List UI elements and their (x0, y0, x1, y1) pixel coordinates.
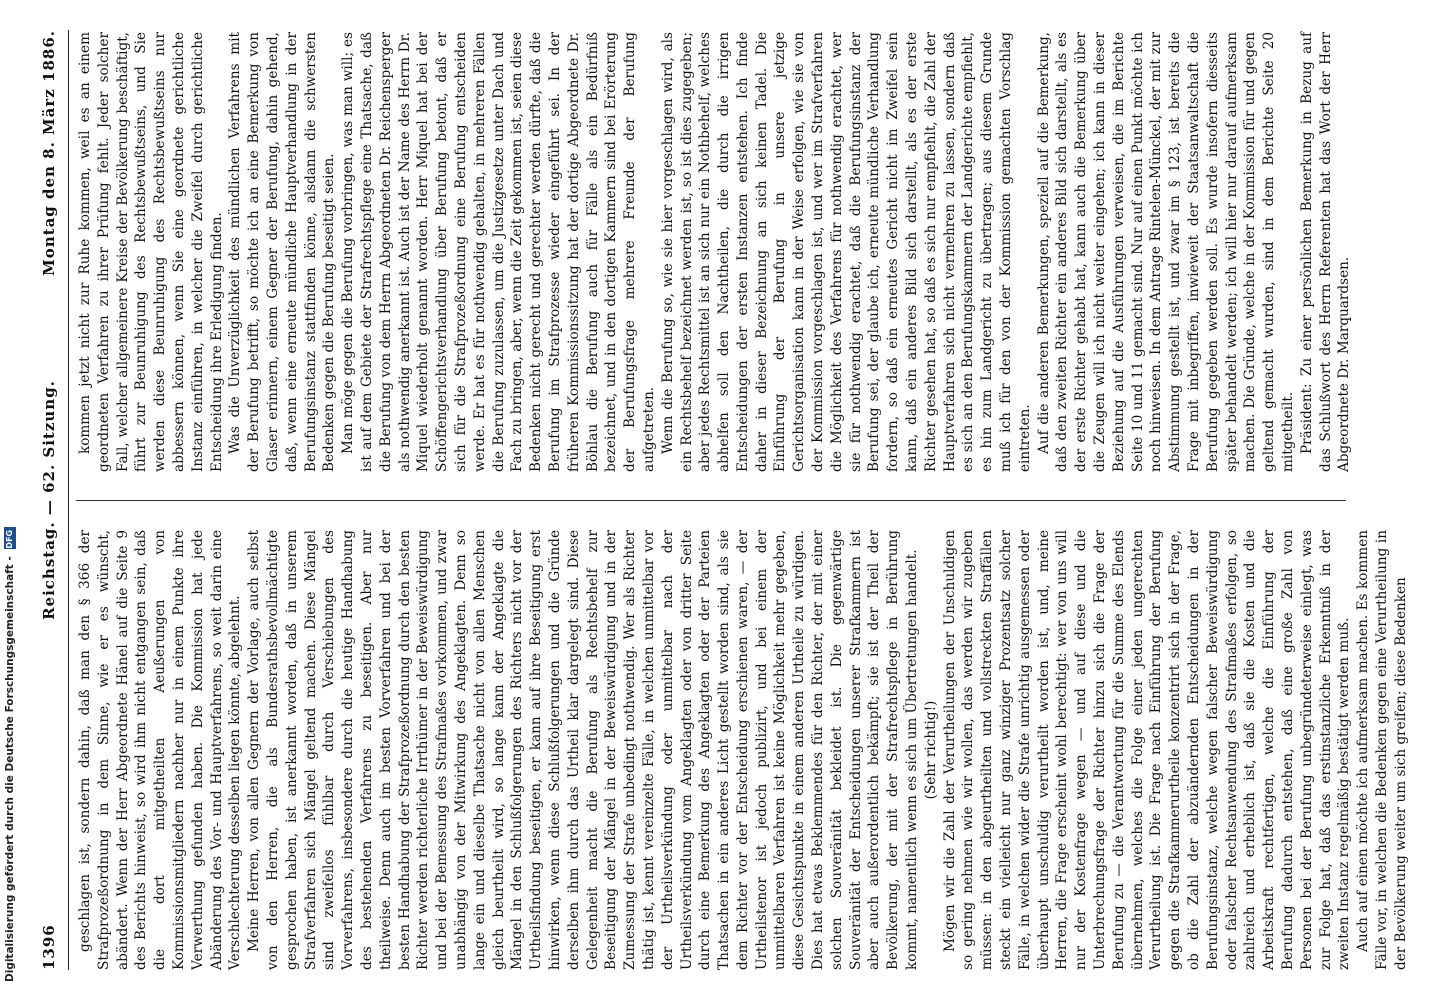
header-rule (68, 30, 69, 970)
paragraph: Man möge gegen die Berufung vorbringen, was man will; es ist auf dem Gebiete der Strafrechtspflege eine Thatsache, daß die Berufung von dem Herrn Abgeordneten Dr. Reichensperger als nothwendig anerkannt ist. Auch ist der Name des Herrn Dr. Miquel wiederholt genannt worden. Herr Miquel hat bei der Schöffengerichtsverhandlung über Berufung betont, daß er sich für die Strafprozeßordnung eine Berufung entscheiden werde. Er hat es für nothwendig gehalten, in mehreren Fällen die Berufung zuzulassen, um die Justizgesetze unter Dach und Fach zu bringen, aber, wenn die Zeit gekommen ist, seien diese Bedenken nicht gerecht und gerechter werden dürfte, daß die Berufung im Strafprozesse wieder eingeführt sei. In der früheren Kommissionssitzung hat der dortige Abgeordnete Dr. Böhlau die Berufung auch für Fälle als ein Bedürfniß bezeichnet, und in den dortigen Kammern sind bei Erörterung der Berufungsfrage mehrere Freunde der Berufung aufgetreten. (340, 32, 657, 472)
right-column (76, 32, 1354, 472)
paragraph: Auf die anderen Bemerkungen, speziell auf die Bemerkung, daß den zweiten Richter ein anderes Bild sich darstellt, als es der erste Richter gehabt hat, kann auch die Bemerkung über die Zeugen will ich nicht weiter eingehen; ich kann in dieser Beziehung auf die Ausführungen verweisen, die im Berichte Seite 10 und 11 gemacht sind. Nur auf einen Punkt möchte ich noch hinweisen. In dem Antrage Rintelen-Münckel, der mit zur Abstimmung gestellt ist, und zwar im § 123, ist bereits die Frage mit inbegriffen, inwieweit der Staatsanwaltschaft die Berufung gegeben werden soll. Es wurde insofern diesseits später behandelt werden; ich will hier nur darauf aufmerksam machen. Die Gründe, welche in der Kommission für und gegen geltend gemacht wurden, sind in dem Berichte Seite 20 mitgetheilt. (1035, 32, 1296, 472)
paragraph: Was die Unverzüglichkeit des mündlichen Verfahrens mit der Berufung betrifft, so möchte ich an eine Bemerkung von Glaser erinnern, einem Gegner der Berufung, dahin gehend, daß, wenn eine erneute mündliche Hauptverhandlung in der Berufungsinstanz stattfinden könne, alsdann die schwersten Bedenken gegen die Berufung beseitigt seien. (227, 32, 338, 472)
column-divider (76, 500, 1346, 501)
digitization-footer (2, 0, 18, 1000)
paragraph: Meine Herren, von allen Gegnern der Vorlage, auch selbst von den Herren, die als Bundesrathsbevollmächtigte gesprochen haben, ist anerkannt worden, daß in unserem Strafverfahren sich Mängel geltend machen. Diese Mängel sind zweifellos fühlbar durch Verschiebungen des Vorverfahrens, insbesondere durch die heutige Handhabung des bestehenden Verfahrens zu beseitigen. Aber nur theilweise. Denn auch im besten Vorverfahren und bei der besten Handhabung der Strafprozeßordnung durch den besten Richter werden richterliche Irrthümer in der Beweiswürdigung und bei der Bemessung des Strafmaßes vorkommen, und zwar unabhängig von der Mitwirkung des Angeklagten. Denn so lange ein und dieselbe Thatsache nicht von allen Menschen gleich beurtheilt wird, so lange kann der Angeklagte die Mängel in den Schlußfolgerungen des Richters nicht vor der Urtheilsfindung beseitigen, er kann auf ihre Beseitigung erst hinwirken, wenn diese Schlußfolgerungen und die Gründe derselben ihm durch das Urtheil klar dargelegt sind. Diese Gelegenheit macht die Berufung als Rechtsbehelf zur Beseitigung der Mängel in der Beweiswürdigung und in der Zumessung der Strafe unbedingt nothwendig. Wer als Richter thätig ist, kennt vereinzelte Fälle, in welchen unmittelbar vor der Urtheilsverkündung oder unmittelbar nach der Urtheilsverkündung vom Angeklagten oder von dritter Seite durch eine Bemerkung des Angeklagten oder der Parteien Thatsachen in ein anderes Licht gestellt worden sind, als sie dem Richter vor der Entscheidung erschienen waren, — der Urtheilstenor ist jedoch publizirt, und bei einem der unmittelbaren Verfahren ist keine Möglichkeit mehr gegeben, diese Gesichtspunkte in einem anderen Urtheile zu würdigen. Dies hat etwas Beklemmendes für den Richter, der mit einer solchen Souveränität bekleidet ist. Die gegenwärtige Souveränität der Entscheidungen unserer Strafkammern ist aber auch außerordentlich bekämpft; sie ist der Theil der Bevölkerung, der mit der Strafrechtspflege in Berührung kommt, namentlich wenn es sich um Übertretungen handelt. (246, 530, 921, 970)
session-date: Montag den 8. März 1886. (40, 30, 58, 276)
dfg-logo-icon: DFG (4, 527, 16, 549)
paragraph: Mögen wir die Zahl der Verurtheilungen der Unschuldigen so gering nehmen wie wir wollen, das werden wir zugeben müssen: in den abgeurtheilten und vollstreckten Straffällen steckt ein vielleicht nur ganz winziger Prozentsatz solcher Fälle, in welchen wider die Strafe unrichtig ausgemessen oder überhaupt unschuldig verurtheilt worden ist, und, meine Herren, die Frage erscheint wohl berechtigt: wer von uns will nur der Kostenfrage wegen — und auf diese und die Unterbrechungsfrage der Richter hinzu sich die Frage der Berufung zu — die Verantwortung für die Summe des Elends übernehmen, welches die Folge einer jeden ungerechten Verurtheilung ist. Die Frage nach Einführung der Berufung gegen die Strafkammerurtheile konzentrirt sich in der Frage, ob die Zahl der abzuändernden Entscheidungen in der Berufungsinstanz, welche wegen falscher Beweiswürdigung oder falscher Rechtsanwendung des Strafmaßes erfolgen, so zahlreich und erheblich ist, daß sie die Kosten und die Arbeitskraft rechtfertigen, welche die Einführung der Berufung dadurch entstehen, daß eine große Zahl von Personen bei der Berufung unbegründeterweise einlegt, was zur Folge hat, daß das erstinstanzliche Erkenntniß in der zweiten Instanz regelmäßig bestätigt werden muß. (941, 530, 1353, 970)
footer-text: Digitalisierung gefördert durch die Deutsche Forschungsgemeinschaft - (4, 556, 16, 982)
running-head (40, 30, 64, 970)
session-title: Reichstag. — 62. Sitzung. (40, 380, 58, 620)
interjection: (Sehr richtig!) (922, 700, 939, 800)
paragraph: kommen jetzt nicht zur Ruhe kommen, weil es an einem geordneten Verfahren zu ihrer Prüfung fehlt. Jeder solcher Fall, welcher allgemeinere Kreise der Bevölkerung beschäftigt, führt zur Beunruhigung des Rechtsbewußtseins, und Sie werden diese Beunruhigung des Rechtsbewußtseins nur abbessern können, wenn Sie eine geordnete gerichtliche Instanz einführen, in welcher die Zweifel durch gerichtliche Entscheidung ihre Erledigung finden. (77, 32, 225, 472)
left-column (76, 530, 1411, 970)
page-number: 1396 (40, 924, 58, 970)
president-remark: Präsident: Zu einer persönlichen Bemerkung in Bezug auf das Schlußwort des Herrn Referenten hat das Wort der Herr Abgeordnete Dr. Marquardsen. (1298, 32, 1353, 472)
paragraph: Wenn die Berufung so, wie sie hier vorgeschlagen wird, als ein Rechtsbehelf bezeichnet werden ist, so ist dies zugegeben; aber jedes Rechtsmittel ist an sich nur ein Nothbehelf, welches abhelfen soll den Nachtheilen, die durch die irrigen Entscheidungen der ersten Instanzen entstehen. Ich finde daher in dieser Bezeichnung an sich keinen Tadel. Die Einführung der Berufung in unsere jetzige Gerichtsorganisation kann in der Weise erfolgen, wie sie von der Kommission vorgeschlagen ist, und wer im Strafverfahren die Möglichkeit des Verfahrens für nothwendig erachtet, wer sie für nothwendig erachtet, daß die Berufungsinstanz der Berufung sei, der glaube ich, erneute mündliche Verhandlung fordern, so daß ein erneutes Gericht nicht im Zweifel sein kann, daß ein anderes Bild sich darstellt, als es der erste Richter gesehen hat, so daß es sich nur empfiehlt, die Zahl der Hauptverfahren sich nicht vermehren zu lassen, sondern daß es sich an den Berufungskammern der Landgerichte empfiehlt, es hin zum Landgericht zu übertragen; aus diesem Grunde muß ich für den von der Kommission gemachten Vorschlag eintreten. (659, 32, 1033, 472)
paragraph: Auch auf einen möchte ich aufmerksam machen. Es kommen Fälle vor, in welchen die Bedenken gegen eine Verurtheilung in der Bevölkerung weiter um sich greifen; diese Bedenken (1355, 530, 1409, 970)
paragraph: geschlagen ist, sondern dahin, daß man den § 366 der Strafprozeßordnung in dem Sinne, wie er es wünscht, abändert. Wenn der Herr Abgeordnete Hänel auf die Seite 9 des Berichts hinweist, so wird ihm nicht entgangen sein, daß die dort mitgetheilten Aeußerungen von Kommissionsmitgliedern nachher nur in einem Punkte ihre Verwerthung gefunden haben. Die Kommission hat jede Abänderung des Vor- und Hauptverfahrens, so weit darin eine Verschlechterung desselben liegen könnte, abgelehnt. (77, 530, 244, 970)
